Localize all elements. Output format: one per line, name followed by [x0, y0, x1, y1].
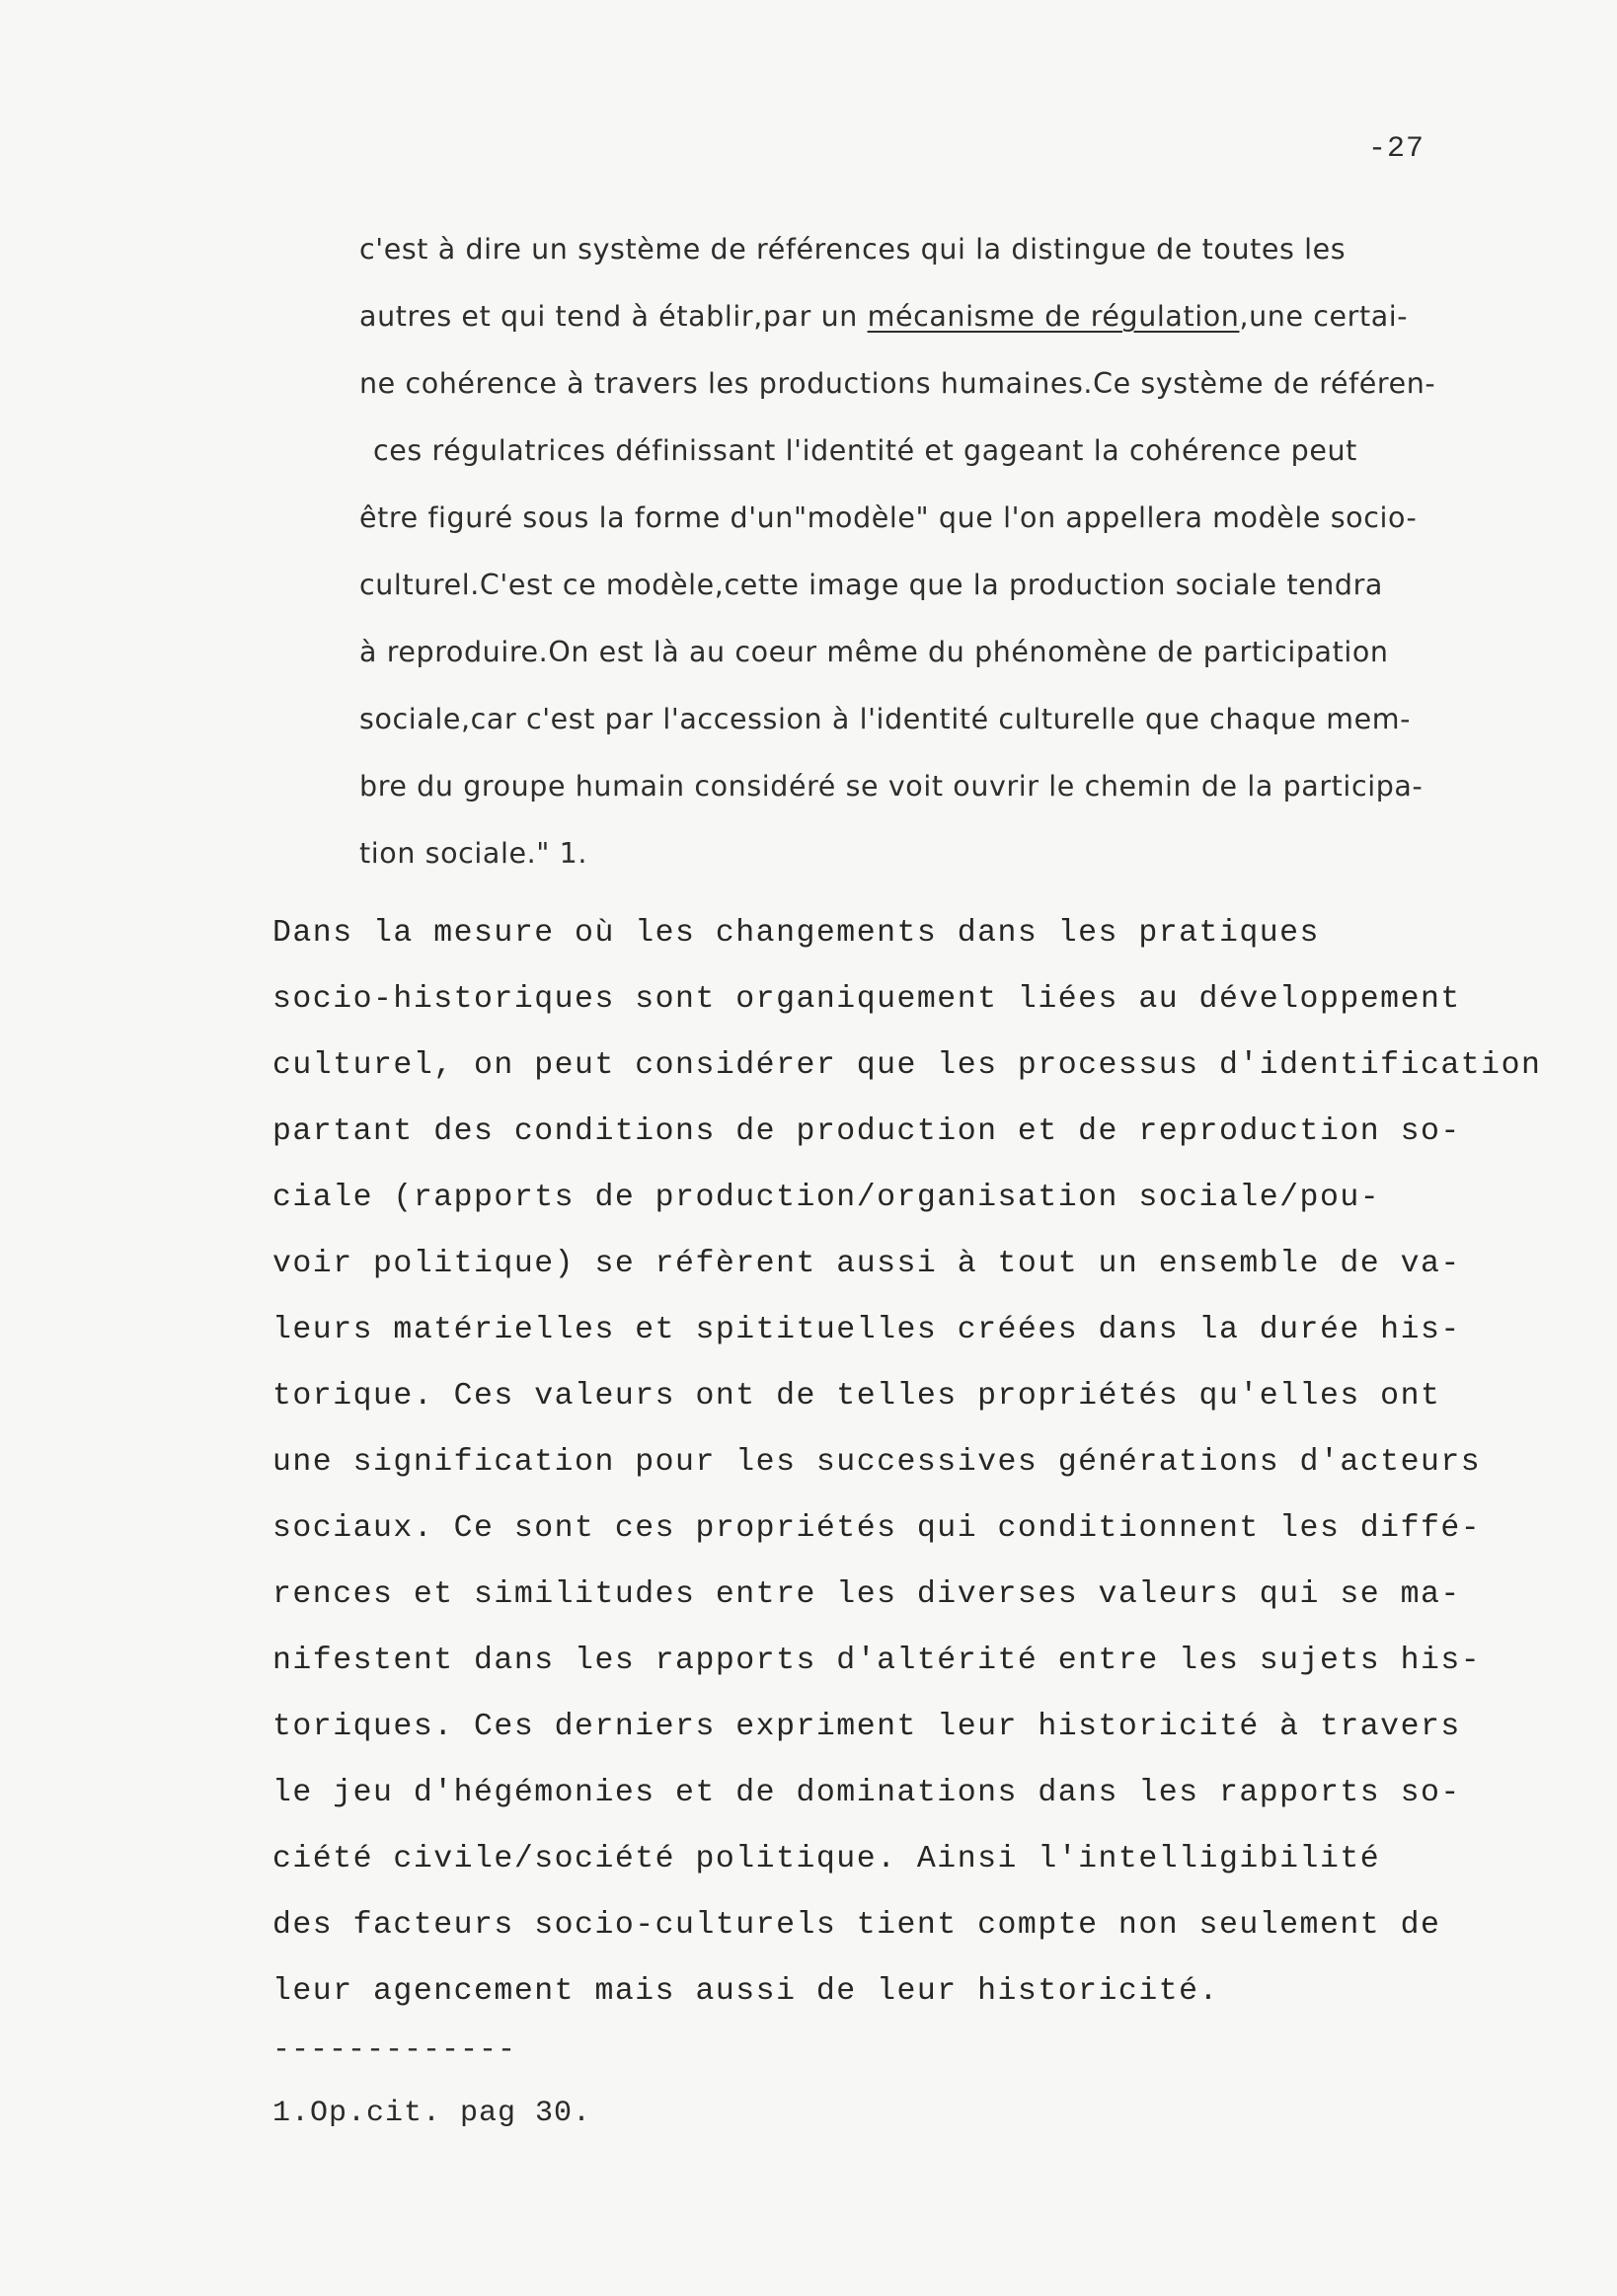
- quote-line: être figuré sous la forme d'un"modèle" que l'on appellera modèle socio-: [359, 501, 1418, 534]
- page-number: -27: [1368, 132, 1425, 166]
- body-line: des facteurs socio-culturels tient compte non seulement de: [272, 1908, 1441, 1943]
- quote-text: ,une certai-: [1239, 300, 1409, 333]
- body-line: leur agencement mais aussi de leur historicité.: [272, 1974, 1219, 2009]
- body-line: une signification pour les successives générations d'acteurs: [272, 1445, 1482, 1480]
- footnote-separator: -------------: [272, 2033, 517, 2067]
- body-line: toriques. Ces derniers expriment leur historicité à travers: [272, 1710, 1461, 1744]
- body-line: leurs matérielles et spitituelles créées dans la durée his-: [272, 1313, 1461, 1347]
- body-line: le jeu d'hégémonies et de dominations dans les rapports so-: [272, 1776, 1461, 1810]
- quote-line: ne cohérence à travers les productions humaines.Ce système de référen-: [359, 367, 1436, 400]
- body-line: voir politique) se réfèrent aussi à tout un ensemble de va-: [272, 1247, 1461, 1281]
- body-line: rences et similitudes entre les diverses valeurs qui se ma-: [272, 1577, 1461, 1612]
- body-line: ciété civile/société politique. Ainsi l'intelligibilité: [272, 1842, 1381, 1876]
- body-line: ciale (rapports de production/organisation sociale/pou-: [272, 1181, 1381, 1215]
- quote-line: [359, 300, 1408, 333]
- underlined-term: mécanisme de régulation: [867, 300, 1240, 333]
- body-line: partant des conditions de production et de reproduction so-: [272, 1114, 1461, 1149]
- footnote: 1.Op.cit. pag 30.: [272, 2097, 592, 2130]
- quote-line: à reproduire.On est là au coeur même du phénomène de participation: [359, 636, 1389, 668]
- body-line: Dans la mesure où les changements dans les pratiques: [272, 916, 1320, 951]
- quote-line: tion sociale." 1.: [359, 837, 588, 870]
- body-line: culturel, on peut considérer que les processus d'identification: [272, 1048, 1542, 1083]
- quote-line: sociale,car c'est par l'accession à l'identité culturelle que chaque mem-: [359, 703, 1411, 735]
- body-line: torique. Ces valeurs ont de telles propriétés qu'elles ont: [272, 1379, 1441, 1414]
- quote-text: autres et qui tend à établir,par un: [359, 300, 858, 333]
- quote-line: bre du groupe humain considéré se voit ouvrir le chemin de la participa-: [359, 770, 1424, 803]
- body-line: socio-historiques sont organiquement liées au développement: [272, 982, 1461, 1017]
- quote-line: ces régulatrices définissant l'identité et gageant la cohérence peut: [373, 434, 1357, 467]
- quote-line: culturel.C'est ce modèle,cette image que la production sociale tendra: [359, 569, 1383, 601]
- body-line: nifestent dans les rapports d'altérité entre les sujets his-: [272, 1644, 1482, 1678]
- quote-line: c'est à dire un système de références qui la distingue de toutes les: [359, 233, 1347, 266]
- body-line: sociaux. Ce sont ces propriétés qui conditionnent les diffé-: [272, 1511, 1482, 1546]
